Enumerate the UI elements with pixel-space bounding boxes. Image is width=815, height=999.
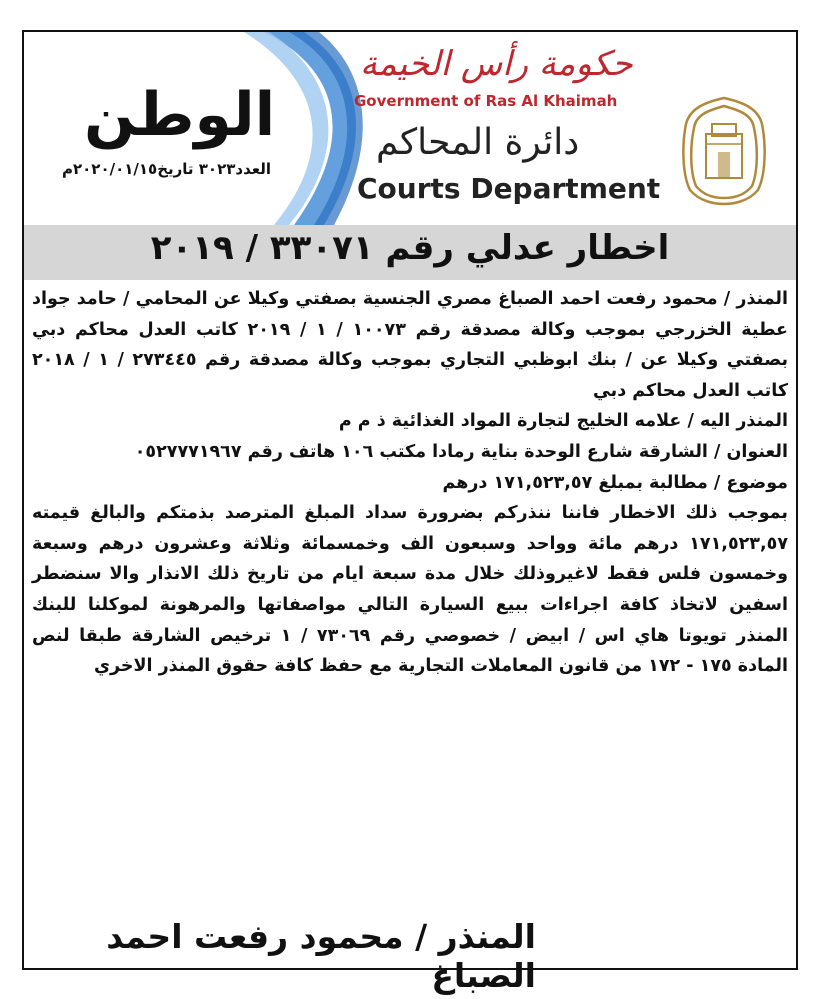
paragraph-address: العنوان / الشارقة شارع الوحدة بناية رمادا مكتب ١٠٦ هاتف رقم ٠٥٢٧٧٧١٩٦٧ xyxy=(134,441,788,462)
notice-frame xyxy=(22,30,798,995)
paragraph-subject: موضوع / مطالبة بمبلغ ١٧١,٥٢٣,٥٧ درهم xyxy=(442,472,788,493)
paragraph-parties: المنذر / محمود رفعت احمد الصباغ مصري الجنسية بصفتي وكيلا عن المحامي / حامد جواد عطية الخزرجي بموجب وكالة مصدقة رقم ١٠٠٧٣ / ١ / ٢٠١٩ كاتب العدل محاكم دبي بصفتي وكيلا عن / بنك ابوظبي التجاري بموجب وكالة مصدقة رقم ٢٧٣٤٤٥ / ١ / ٢٠١٨ كاتب العدل محاكم دبي xyxy=(32,289,789,401)
paragraph-demand: بموجب ذلك الاخطار فاننا ننذركم بضرورة سداد المبلغ المترصد بذمتكم والبالغ قيمته ١٧١,٥٢٣,٥٧ درهم مائة وواحد وسبعون الف وخمسمائة وثلاثة وعشرون درهم وسبعة وخمسون فلس فقط لاغيروذلك خلال مدة سبعة ايام من تاريخ ذلك الانذار والا سنضطر اسفين لاتخاذ كافة اجراءات ببيع السيارة التالي مواصفاتها والمرهونة لموكلنا للبنك المنذر تويوتا هاي اس / ابيض / خصوصي رقم ٧٣٠٦٩ / ١ ترخيص الشارقة طبقا لنص المادة ١٧٥ - ١٧٢ من قانون المعاملات التجارية مع حفظ كافة حقوق المنذر الاخري xyxy=(32,503,789,677)
title-bar xyxy=(24,225,796,280)
notice-body xyxy=(32,284,788,682)
notice-title: اخطار عدلي رقم ٣٣٠٧١ / ٢٠١٩ xyxy=(150,228,670,268)
department-name-ar: دائرة المحاكم xyxy=(376,122,580,163)
issue-date: العدد٣٠٢٣ تاريخ٢٠٢٠/٠١/١٥م xyxy=(62,160,272,178)
department-name-en: Courts Department xyxy=(357,172,661,205)
government-name-en: Government of Ras Al Khaimah xyxy=(354,92,618,110)
header xyxy=(24,32,796,225)
signature: المنذر / محمود رفعت احمد الصباغ xyxy=(106,917,536,995)
newspaper-name: الوطن xyxy=(84,80,276,150)
paragraph-recipient: المنذر اليه / علامه الخليج لتجارة المواد الغذائية ذ م م xyxy=(338,411,788,432)
government-name-ar: حكومة رأس الخيمة xyxy=(360,44,633,84)
emblem-icon xyxy=(676,94,772,208)
